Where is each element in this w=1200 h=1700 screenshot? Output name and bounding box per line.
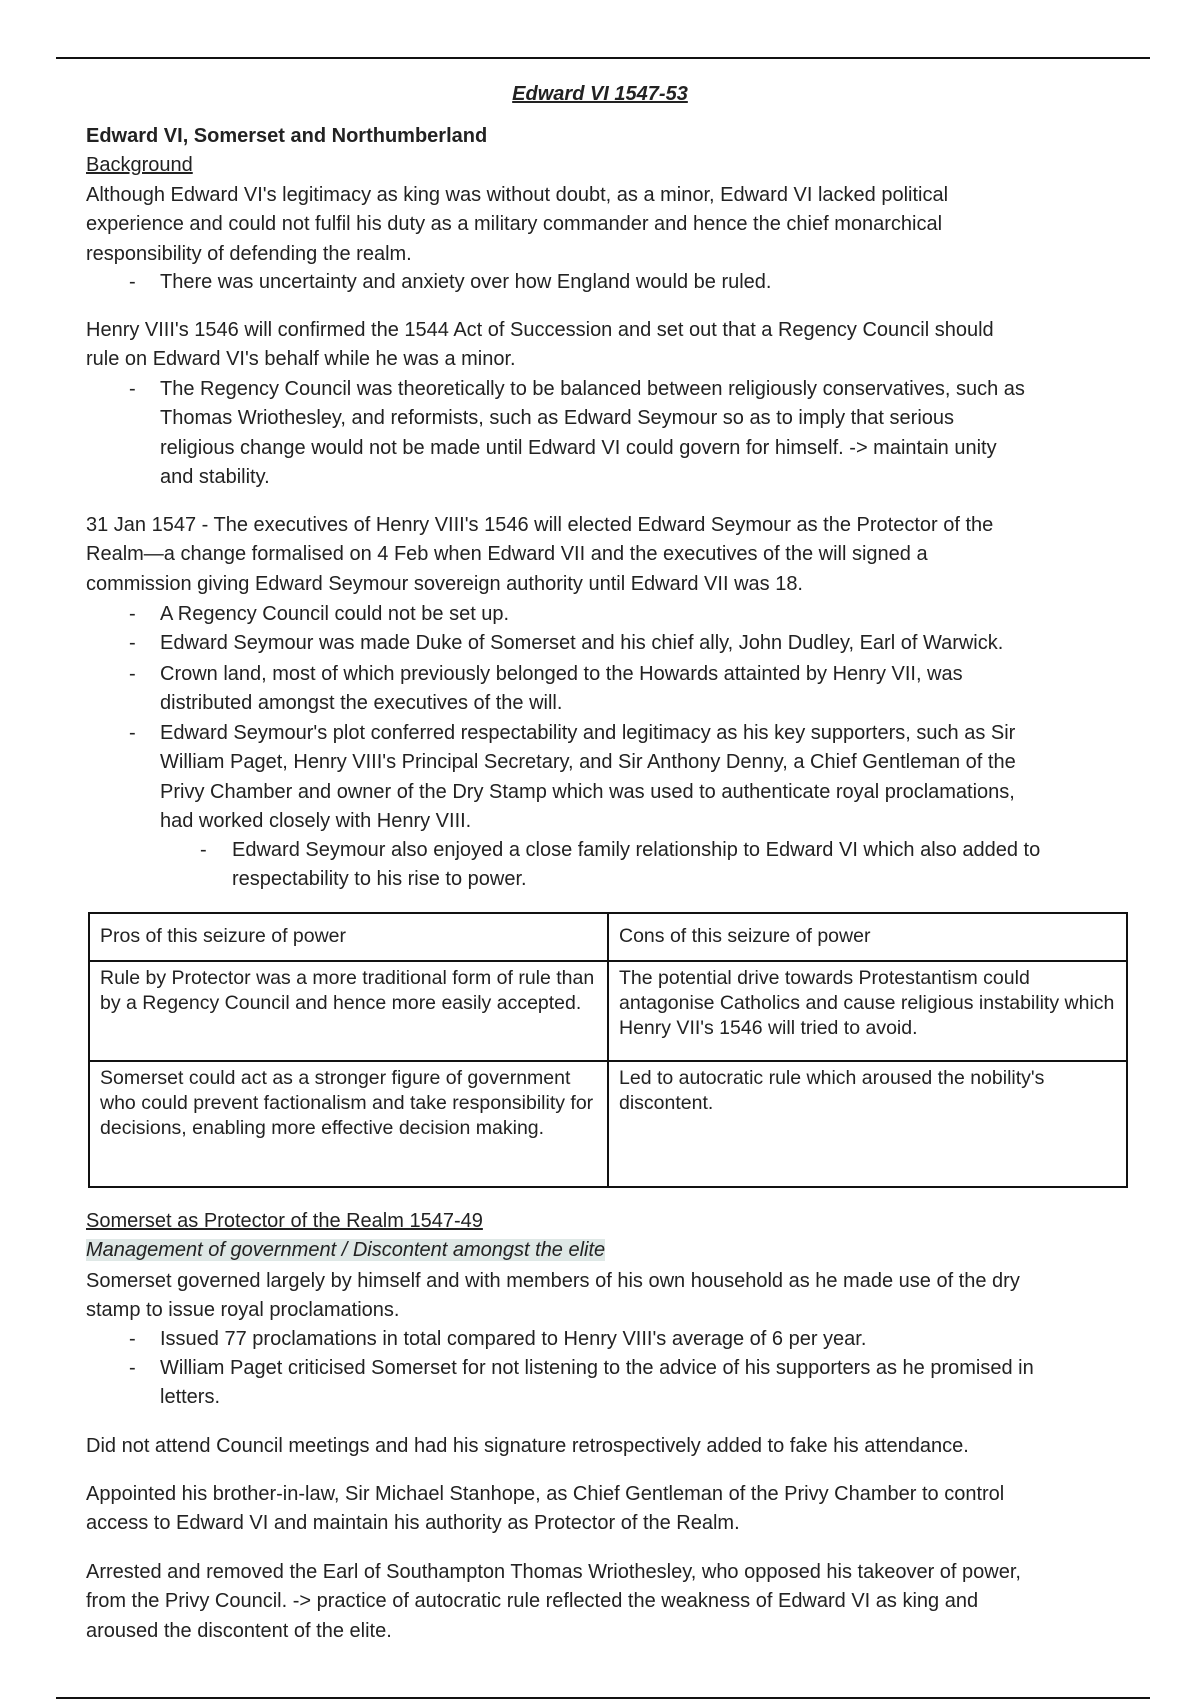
bullet-dash-icon: - (129, 722, 136, 744)
paragraph (86, 181, 948, 269)
bullet-dash-icon: - (129, 271, 136, 293)
table-cell: Rule by Protector was a more traditional form of rule than by a Regency Council and hence more easily accepted. (89, 961, 608, 1061)
bullet-item (129, 660, 963, 719)
text-line: The Regency Council was theoretically to be balanced between religiously conservatives, such as (160, 378, 1025, 400)
paragraph (86, 1267, 1020, 1326)
bullet-dash-icon: - (129, 603, 136, 625)
footer-rule (56, 1697, 1150, 1699)
highlighted-subheading: Management of government / Discontent amongst the elite (86, 1239, 606, 1261)
text-line: Edward Seymour was made Duke of Somerset and his chief ally, John Dudley, Earl of Warwick. (160, 632, 1004, 654)
bullet-item (129, 1354, 1034, 1413)
text-line: from the Privy Council. -> practice of autocratic rule reflected the weakness of Edward VI as king and (86, 1590, 979, 1613)
text-line: respectability to his rise to power. (232, 868, 527, 891)
paragraph (86, 1432, 969, 1461)
text-line: Edward Seymour also enjoyed a close family relationship to Edward VI which also added to (232, 839, 1041, 861)
paragraph (86, 511, 993, 599)
paragraph (86, 316, 994, 375)
header-rule (56, 57, 1150, 59)
text-line: Crown land, most of which previously belonged to the Howards attainted by Henry VII, was (160, 663, 963, 685)
text-line: Did not attend Council meetings and had his signature retrospectively added to fake his attendance. (86, 1435, 969, 1457)
table-cell: Somerset could act as a stronger figure of government who could prevent factionalism and take responsibility for decisions, enabling more effective decision making. (89, 1061, 608, 1187)
page-title: Edward VI 1547-53 (512, 83, 688, 105)
text-line: letters. (160, 1386, 221, 1409)
bullet-dash-icon: - (129, 663, 136, 685)
text-line: Edward Seymour's plot conferred respectability and legitimacy as his key supporters, such as Sir (160, 722, 1016, 744)
table-row (89, 961, 1127, 1061)
text-line: rule on Edward VI's behalf while he was a minor. (86, 348, 516, 371)
text-line: Arrested and removed the Earl of Southampton Thomas Wriothesley, who opposed his takeover of power, (86, 1561, 1021, 1583)
text-line: religious change would not be made until Edward VI could govern for himself. -> maintain unity (160, 436, 997, 459)
text-line: There was uncertainty and anxiety over how England would be ruled. (160, 271, 772, 293)
paragraph (86, 1480, 1004, 1539)
text-line: distributed amongst the executives of the will. (160, 692, 563, 715)
text-line: experience and could not fulfil his duty as a military commander and hence the chief monarchical (86, 213, 943, 236)
text-line: responsibility of defending the realm. (86, 242, 412, 265)
text-line: access to Edward VI and maintain his authority as Protector of the Realm. (86, 1512, 740, 1535)
text-line: Somerset governed largely by himself and with members of his own household as he made use of the dry (86, 1270, 1020, 1292)
text-line: Privy Chamber and owner of the Dry Stamp which was used to authenticate royal proclamations, (160, 780, 1015, 803)
table-cell: Led to autocratic rule which aroused the nobility's discontent. (608, 1061, 1127, 1187)
text-line: 31 Jan 1547 - The executives of Henry VIII's 1546 will elected Edward Seymour as the Protector of the (86, 514, 994, 536)
text-line: A Regency Council could not be set up. (160, 603, 510, 625)
table-header-pros: Pros of this seizure of power (89, 913, 608, 961)
bullet-dash-icon: - (200, 839, 207, 861)
bullet-dash-icon: - (129, 378, 136, 400)
bullet-item (129, 629, 1004, 658)
bullet-item (129, 1325, 867, 1354)
sub-bullet-item (200, 836, 1041, 895)
pros-cons-table (88, 912, 1128, 1188)
table-header-cons: Cons of this seizure of power (608, 913, 1127, 961)
text-line: and stability. (160, 465, 270, 488)
bullet-item (129, 719, 1016, 836)
text-line: Realm—a change formalised on 4 Feb when Edward VII and the executives of the will signed a (86, 543, 928, 566)
text-line: Appointed his brother-in-law, Sir Michael Stanhope, as Chief Gentleman of the Privy Chamber to control (86, 1483, 1005, 1505)
subheading-somerset: Somerset as Protector of the Realm 1547-49 (86, 1210, 483, 1232)
bullet-dash-icon: - (129, 1328, 136, 1350)
text-line: commission giving Edward Seymour sovereign authority until Edward VII was 18. (86, 572, 803, 595)
bullet-dash-icon: - (129, 632, 136, 654)
text-line: William Paget criticised Somerset for not listening to the advice of his supporters as he promised in (160, 1357, 1034, 1379)
section-heading: Edward VI, Somerset and Northumberland (86, 125, 488, 147)
subheading-background: Background (86, 154, 193, 176)
text-line: Thomas Wriothesley, and reformists, such as Edward Seymour so as to imply that serious (160, 407, 955, 430)
text-line: Henry VIII's 1546 will confirmed the 1544 Act of Succession and set out that a Regency Council should (86, 319, 994, 341)
text-line: Issued 77 proclamations in total compared to Henry VIII's average of 6 per year. (160, 1328, 867, 1350)
table-cell: The potential drive towards Protestantism could antagonise Catholics and cause religious instability which Henry VII's 1546 will tried to avoid. (608, 961, 1127, 1061)
text-line: aroused the discontent of the elite. (86, 1619, 392, 1642)
text-line: Although Edward VI's legitimacy as king was without doubt, as a minor, Edward VI lacked political (86, 184, 949, 206)
paragraph (86, 1558, 1021, 1646)
text-line: had worked closely with Henry VIII. (160, 809, 472, 832)
bullet-item (129, 268, 772, 297)
table-row (89, 1061, 1127, 1187)
bullet-item (129, 600, 510, 629)
bullet-dash-icon: - (129, 1357, 136, 1379)
bullet-item (129, 375, 1025, 492)
text-line: William Paget, Henry VIII's Principal Secretary, and Sir Anthony Denny, a Chief Gentleman of the (160, 751, 1016, 774)
text-line: stamp to issue royal proclamations. (86, 1299, 400, 1322)
table-header-row (89, 913, 1127, 961)
